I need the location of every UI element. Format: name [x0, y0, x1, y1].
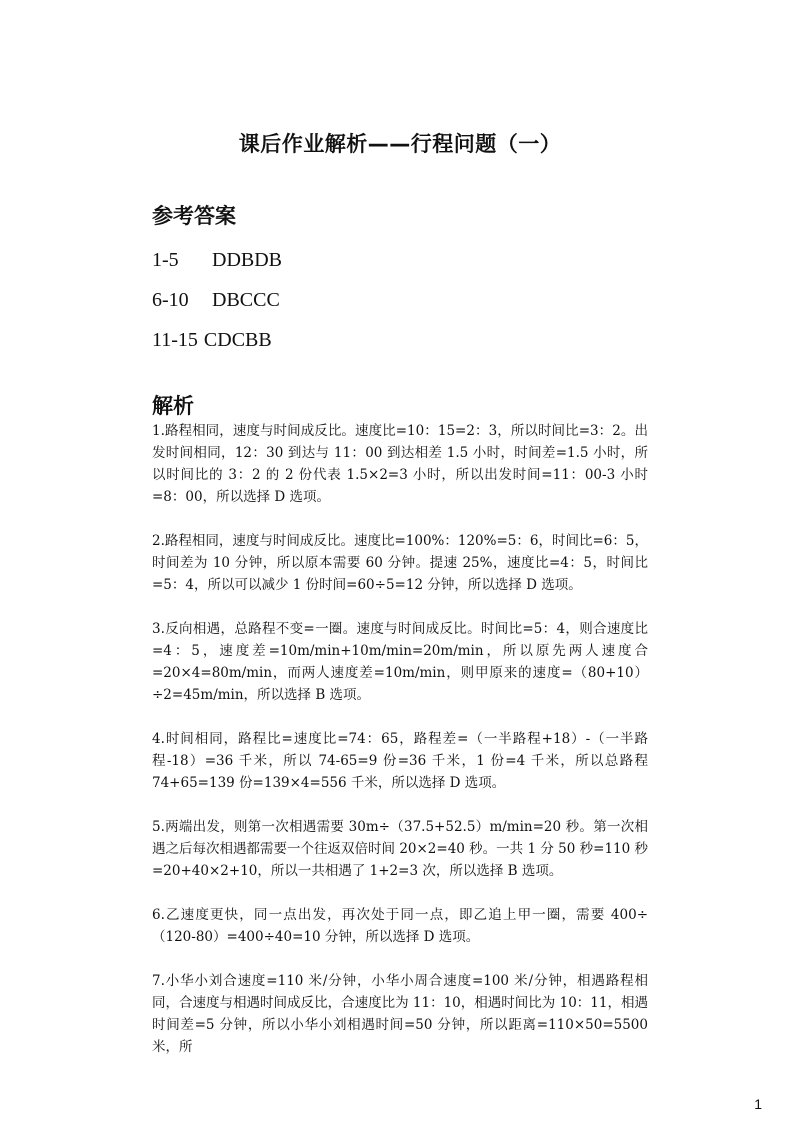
answer-letters: DDBDB	[212, 249, 283, 271]
analysis-paragraph-3: 3.反向相遇，总路程不变=一圈。速度与时间成反比。时间比=5：4，则合速度比=4：5，速度差=10m/min+10m/min=20m/min，所以原先两人速度合=20×4=80m/min，而两人速度差=10m/min，则甲原来的速度=（80+10）÷2=45m/min，所以选择 B 选项。	[152, 621, 648, 703]
answer-range: 11-15	[152, 329, 198, 351]
analysis-heading: 解析	[152, 394, 194, 418]
answer-row	[152, 280, 282, 320]
analysis-paragraph-7: 7.小华小刘合速度=110 米/分钟，小华小周合速度=100 米/分钟，相遇路程相同，合速度与相遇时间成反比，合速度比为 11：10，相遇时间比为 10：11，相遇时间差=5 分钟，所以小华小刘相遇时间=50 分钟，所以距离=110×50=5500 米，所	[152, 973, 648, 1055]
answer-range: 6-10	[152, 289, 189, 311]
page-number: 1	[754, 1096, 762, 1112]
answer-letters: DBCCC	[212, 289, 280, 311]
answer-row	[152, 240, 282, 280]
analysis-paragraph-1: 1.路程相同，速度与时间成反比。速度比=10：15=2：3，所以时间比=3：2。出发时间相同，12：30 到达与 11：00 到达相差 1.5 小时，时间差=1.5 小时，所以时间比的 3：2 的 2 份代表 1.5×2=3 小时，所以出发时间=11：00-3 小时=8：00，所以选择 D 选项。	[152, 423, 648, 505]
analysis-paragraph-4: 4.时间相同，路程比=速度比=74：65，路程差=（一半路程+18）-（一半路程-18）=36 千米，所以 74-65=9 份=36 千米，1 份=4 千米，所以总路程 74+65=139 份=139×4=556 千米，所以选择 D 选项。	[152, 731, 648, 791]
answer-row	[152, 320, 282, 360]
analysis-paragraph-5: 5.两端出发，则第一次相遇需要 30m÷（37.5+52.5）m/min=20 秒。第一次相遇之后每次相遇都需要一个往返双倍时间 20×2=40 秒。一共 1 分 50 秒=110 秒=20+40×2+10，所以一共相遇了 1+2=3 次，所以选择 B 选项。	[152, 819, 648, 879]
answers-heading: 参考答案	[152, 204, 236, 228]
analysis-body	[152, 420, 648, 1080]
answer-letters: CDCBB	[203, 329, 272, 351]
analysis-paragraph-2: 2.路程相同，速度与时间成反比。速度比=100%：120%=5：6，时间比=6：5，时间差为 10 分钟，所以原本需要 60 分钟。提速 25%，速度比=4：5，时间比=5：4，所以可以减少 1 份时间=60÷5=12 分钟，所以选择 D 选项。	[152, 533, 648, 593]
answer-range: 1-5	[152, 249, 179, 271]
analysis-paragraph-6: 6.乙速度更快，同一点出发，再次处于同一点，即乙追上甲一圈，需要 400÷（120-80）=400÷40=10 分钟，所以选择 D 选项。	[152, 907, 648, 945]
answer-list	[152, 240, 282, 360]
page-title: 课后作业解析——行程问题（一）	[238, 132, 562, 156]
